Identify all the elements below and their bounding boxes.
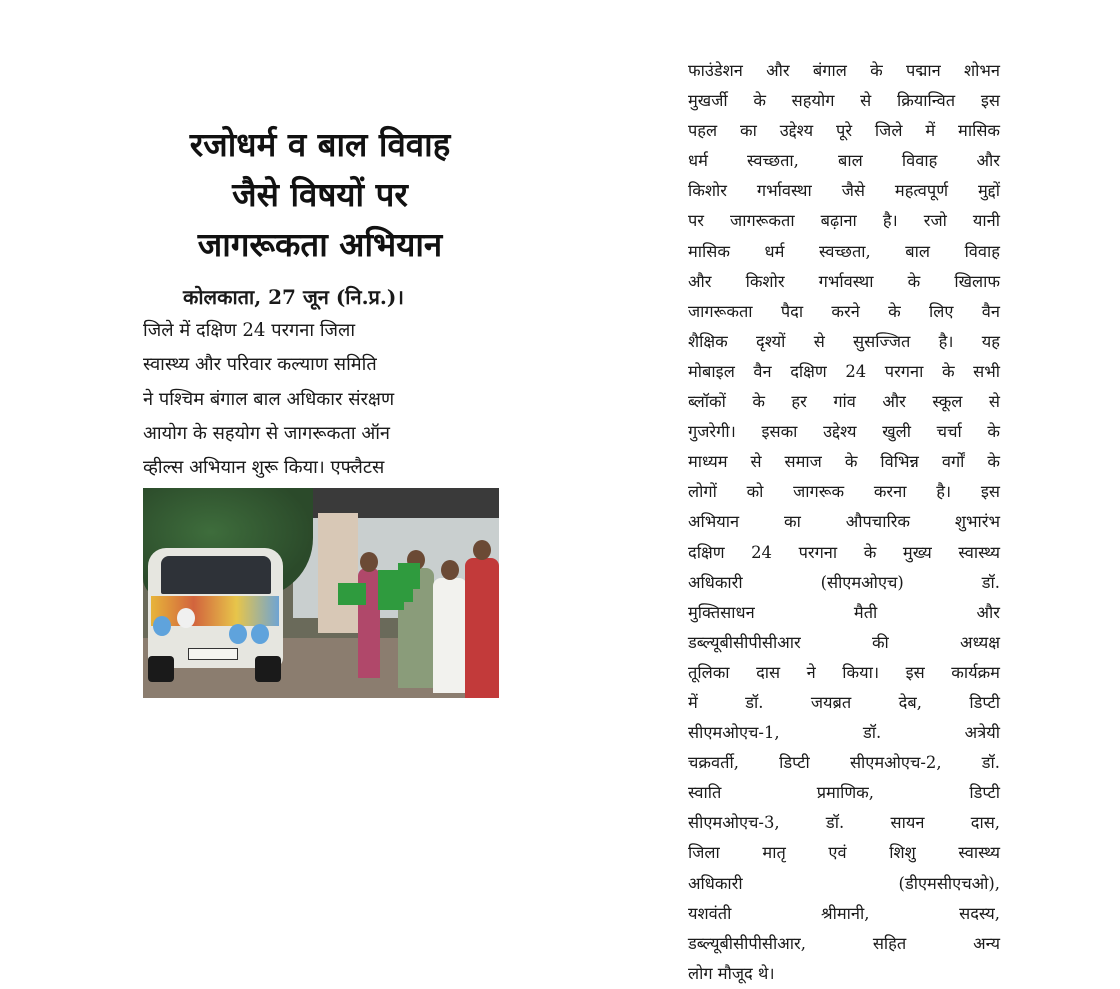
- headline-line: रजोधर्म व बाल विवाह: [189, 125, 451, 164]
- text-line: माध्यम से समाज के विभिन्न वर्गों के: [688, 452, 1000, 472]
- photo-balloon: [251, 624, 269, 644]
- article-left-column: [143, 280, 503, 485]
- text-line: व्हील्स अभियान शुरू किया। एफ्लैटस: [143, 457, 385, 479]
- photo-wheel: [148, 656, 174, 682]
- text-line: आयोग के सहयोग से जागरूकता ऑन: [143, 422, 391, 444]
- text-line: में डॉ. जयब्रत देब, डिप्टी: [688, 692, 1000, 712]
- photo-person-head: [360, 552, 378, 572]
- text-line: यशवंती श्रीमानी, सदस्य,: [688, 903, 1000, 923]
- headline-line: जागरूकता अभियान: [197, 225, 443, 264]
- text-line: मासिक धर्म स्वच्छता, बाल विवाह: [688, 241, 1000, 261]
- text-line: पर जागरूकता बढ़ाना है। रजो यानी: [688, 211, 1000, 231]
- text-line: मुखर्जी के सहयोग से क्रियान्वित इस: [688, 91, 1000, 111]
- text-line: दक्षिण 24 परगना के मुख्य स्वास्थ्य: [688, 542, 1000, 562]
- text-line: सीएमओएच-3, डॉ. सायन दास,: [688, 813, 1000, 833]
- text-line: किशोर गर्भावस्था जैसे महत्वपूर्ण मुद्दों: [688, 181, 1000, 201]
- photo-balloon: [153, 616, 171, 636]
- text-line: अधिकारी (सीएमओएच) डॉ.: [688, 572, 1000, 592]
- text-line: धर्म स्वच्छता, बाल विवाह और: [688, 151, 1000, 171]
- photo-balloon: [229, 624, 247, 644]
- text-line: और किशोर गर्भावस्था के खिलाफ: [688, 271, 1000, 291]
- photo-green-flag: [398, 563, 420, 589]
- headline-line: जैसे विषयों पर: [232, 175, 408, 214]
- text-line: ने पश्चिम बंगाल बाल अधिकार संरक्षण: [143, 388, 395, 410]
- photo-pillar: [318, 513, 358, 633]
- text-line: डब्ल्यूबीसीपीसीआर, सहित अन्य: [688, 933, 1000, 953]
- text-line: अभियान का औपचारिक शुभारंभ: [688, 512, 1000, 532]
- text-line: लोगों को जागरूक करना है। इस: [688, 482, 1000, 502]
- text-line: चक्रवर्ती, डिप्टी सीएमओएच-2, डॉ.: [688, 753, 1000, 773]
- text-line: जिले में दक्षिण 24 परगना जिला: [143, 320, 356, 342]
- text-line: डब्ल्यूबीसीपीसीआर की अध्यक्ष: [688, 632, 1000, 652]
- text-line: स्वाति प्रमाणिक, डिप्टी: [688, 783, 1000, 803]
- text-line: जिला मातृ एवं शिशु स्वास्थ्य: [688, 843, 1000, 863]
- text-line: लोग मौजूद थे।: [688, 963, 775, 983]
- photo-person-head: [441, 560, 459, 580]
- photo-wheel: [255, 656, 281, 682]
- photo-person: [465, 558, 499, 698]
- text-line: मोबाइल वैन दक्षिण 24 परगना के सभी: [688, 361, 1000, 381]
- text-line: फाउंडेशन और बंगाल के पद्मान शोभन: [688, 61, 1000, 80]
- text-line: जागरूकता पैदा करने के लिए वैन: [688, 301, 1000, 321]
- text-line: गुजरेगी। इसका उद्देश्य खुली चर्चा के: [688, 422, 1000, 442]
- text-line: शैक्षिक दृश्यों से सुसज्जित है। यह: [688, 331, 1000, 351]
- text-line: मुक्तिसाधन मैती और: [688, 602, 1000, 622]
- photo-van-plate: [188, 648, 238, 660]
- headline: [130, 120, 510, 270]
- photo-green-flag: [338, 583, 366, 605]
- text-line: ब्लॉकों के हर गांव और स्कूल से: [688, 392, 1000, 412]
- text-line: पहल का उद्देश्य पूरे जिले में मासिक: [688, 121, 1000, 141]
- photo-person-head: [473, 540, 491, 560]
- dateline: कोलकाता, 27 जून (नि.प्र.)।: [183, 285, 404, 309]
- photo-balloon: [177, 608, 195, 628]
- photo-van-window: [161, 556, 271, 594]
- text-line: तूलिका दास ने किया। इस कार्यक्रम: [688, 662, 1000, 682]
- text-line: अधिकारी (डीएमसीएचओ),: [688, 873, 1000, 893]
- news-photo: [143, 488, 499, 698]
- photo-person: [433, 578, 467, 693]
- text-line: स्वास्थ्य और परिवार कल्याण समिति: [143, 354, 377, 376]
- article-right-column: [688, 56, 1000, 989]
- text-line: सीएमओएच-1, डॉ. अत्रेयी: [688, 723, 1000, 743]
